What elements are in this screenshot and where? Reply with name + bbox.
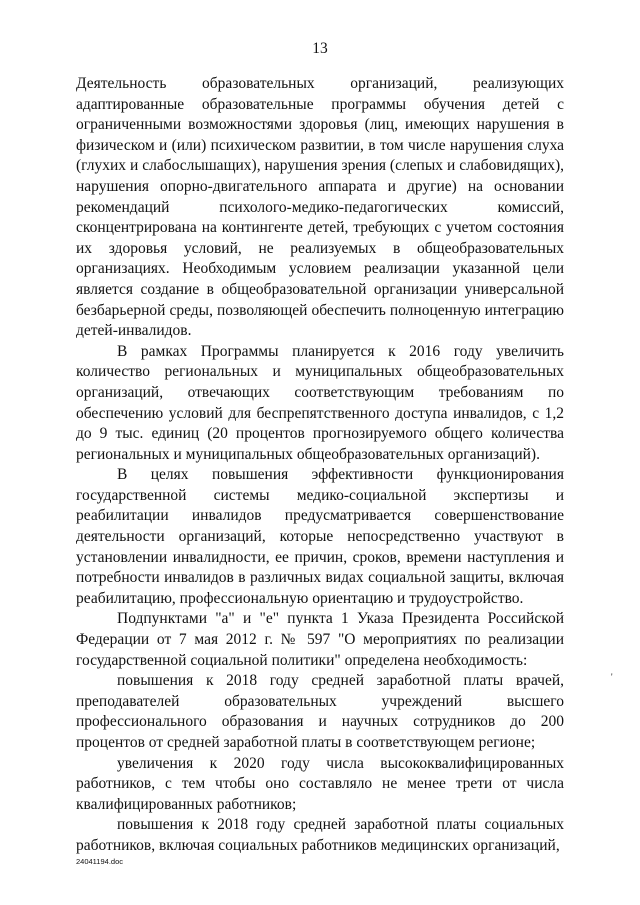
paragraph-1: Деятельность образовательных организаций, реализующих адаптированные образовательные программы обучения детей с ограниченными возможностями здоровья (лиц, имеющих нарушения в физическом и (или) психическом развитии, в том числе нарушения слуха (глухих и слабослышащих), нарушения зрения (слепых и слабовидящих), нарушения опорно-двигательного аппарата и другие) на основании рекомендаций психолого-медико-педагогических комиссий, сконцентрирована на контингенте детей, требующих с учетом состояния их здоровья условий, не реализуемых в общеобразовательных организациях. Необходимым условием реализации указанной цели является создание в общеобразовательной организации универсальной безбарьерной среды, позволяющей обеспечить полноценную интеграцию детей-инвалидов. [76, 75, 564, 340]
footer-filename: 24041194.doc [76, 857, 123, 866]
document-body [76, 74, 564, 857]
paragraph-6: увеличения к 2020 году числа высококвалифицированных работников, с тем чтобы оно составляло не менее трети от числа квалифицированных работников; [76, 754, 564, 813]
paragraph-5: повышения к 2018 году средней заработной платы врачей, преподавателей образовательных учреждений высшего профессионального образования и научных сотрудников до 200 процентов от средней заработной платы в соответствующем регионе; [76, 672, 564, 751]
paragraph-2: В рамках Программы планируется к 2016 году увеличить количество региональных и муниципальных общеобразовательных организаций, отвечающих соответствующим требованиям по обеспечению условий для беспрепятственного доступа инвалидов, с 1,2 до 9 тыс. единиц (20 процентов прогнозируемого общего количества региональных и муниципальных общеобразовательных организаций). [76, 342, 564, 463]
paragraph-7: повышения к 2018 году средней заработной платы социальных работников, включая социальных работников медицинских организаций, [76, 816, 564, 854]
paragraph-4: Подпунктами "а" и "е" пункта 1 Указа Президента Российской Федерации от 7 мая 2012 г. № 597 "О мероприятиях по реализации государственной социальной политики" определена необходимость: [76, 610, 564, 669]
margin-mark: ' [611, 672, 613, 682]
paragraph-3: В целях повышения эффективности функционирования государственной системы медико-социальной экспертизы и реабилитации инвалидов предусматривается совершенствование деятельности организаций, которые непосредственно участвуют в установлении инвалидности, ее причин, сроков, времени наступления и потребности инвалидов в различных видах социальной защиты, включая реабилитацию, профессиональную ориентацию и трудоустройство. [76, 466, 564, 607]
page-number: 13 [312, 40, 328, 57]
